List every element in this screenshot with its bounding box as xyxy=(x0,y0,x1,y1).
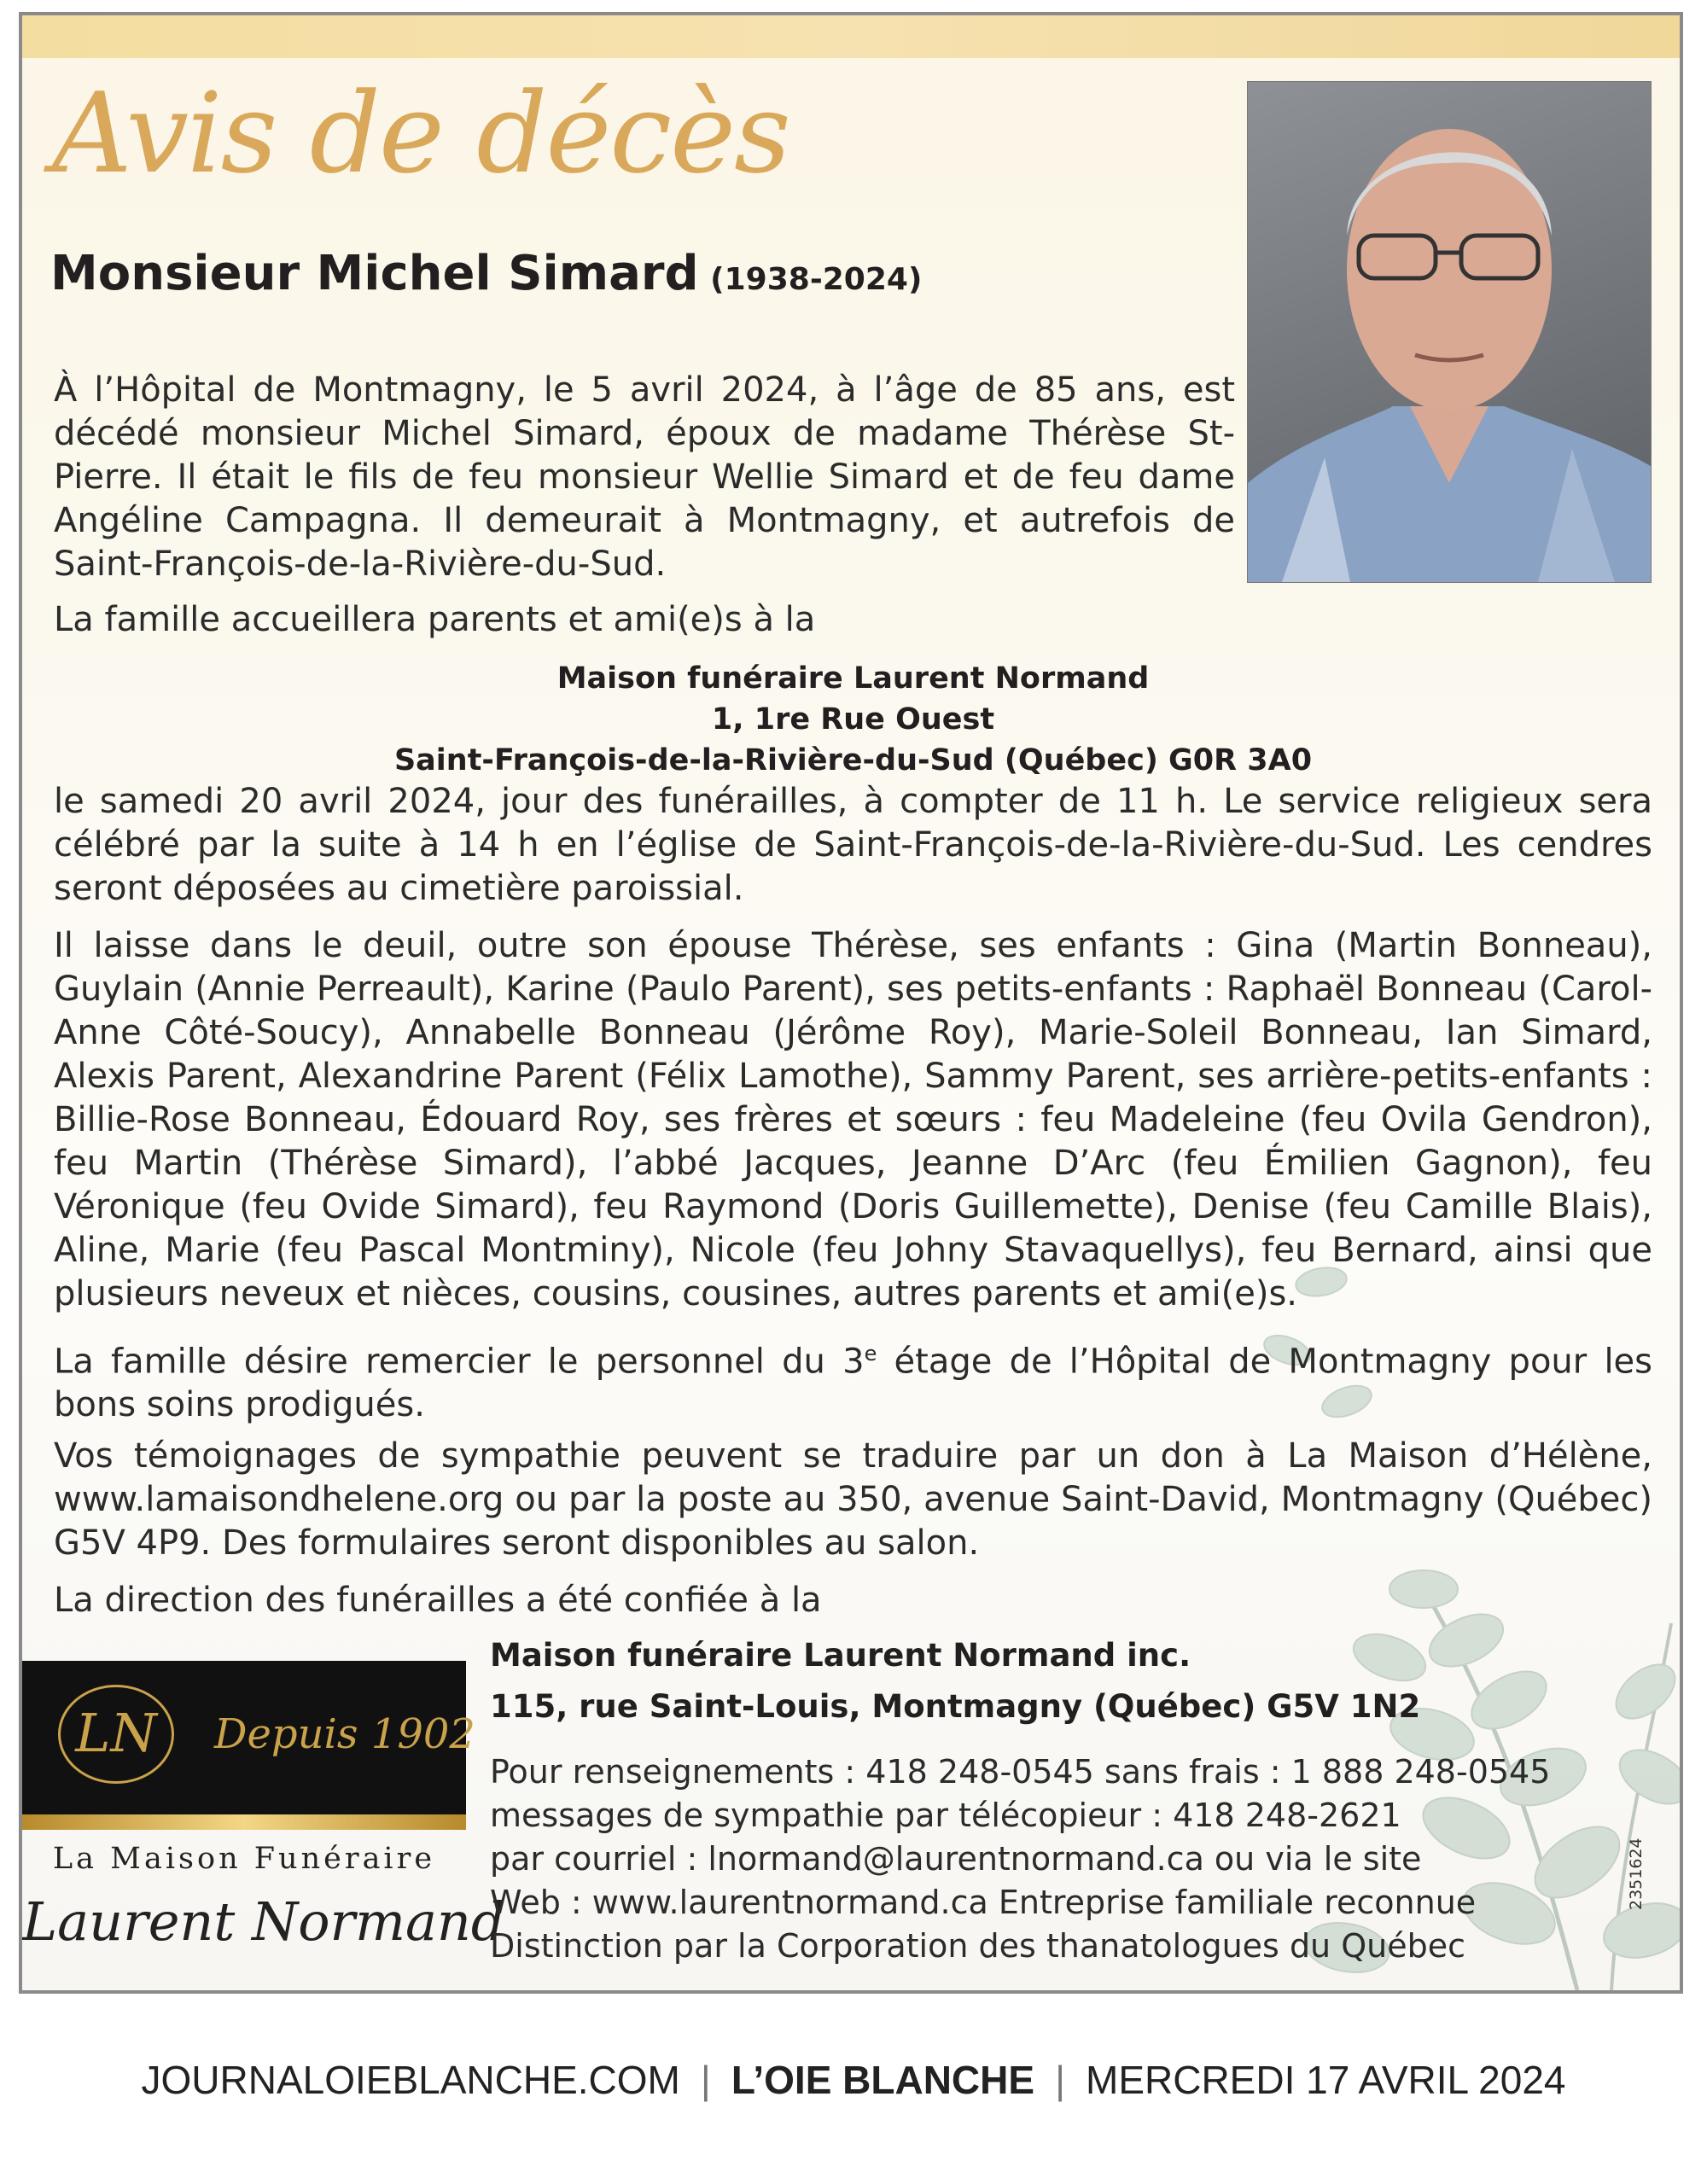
portrait-image xyxy=(1248,82,1651,582)
footer-separator-1: | xyxy=(700,2058,711,2102)
deceased-photo xyxy=(1248,82,1651,582)
funeral-home-fax: messages de sympathie par télécopieur : 418 248-2621 xyxy=(490,1797,1401,1834)
funeral-home-address: 115, rue Saint-Louis, Montmagny (Québec) G5V 1N2 xyxy=(490,1688,1421,1725)
funeral-home-distinction: Distinction par la Corporation des thanatologues du Québec xyxy=(490,1927,1465,1965)
funeral-home-web: Web : www.laurentnormand.ca Entreprise familiale reconnue xyxy=(490,1884,1477,1921)
paragraph-thanks: La famille désire remercier le personnel du 3e étage de l’Hôpital de Montmagny pour les bons soins prodigués. xyxy=(54,1342,1653,1425)
footer-separator-2: | xyxy=(1055,2058,1066,2102)
deceased-name-line xyxy=(50,246,922,301)
paragraph-reception-intro: La famille accueillera parents et ami(e)s à la xyxy=(54,600,816,639)
logo-house-label: La Maison Funéraire xyxy=(52,1842,436,1876)
footer-paper-name: L’OIE BLANCHE xyxy=(731,2058,1035,2102)
deceased-years: (1938-2024) xyxy=(710,262,923,297)
obituary-card xyxy=(19,12,1683,1994)
footer-date: MERCREDI 17 AVRIL 2024 xyxy=(1086,2058,1566,2102)
paragraph-death-notice: À l’Hôpital de Montmagny, le 5 avril 2024, à l’âge de 85 ans, est décédé monsieur Michel Simard, époux de madame Thérèse St-Pierre. Il était le fils de feu monsieur Wellie Simard et de feu dame Angéline Campagna. Il demeurait à Montmagny, et autrefois de Saint-François-de-la-Rivière-du-Sud. xyxy=(54,370,1235,584)
funeral-home-phone: Pour renseignements : 418 248-0545 sans frais : 1 888 248-0545 xyxy=(490,1753,1551,1791)
deceased-name: Monsieur Michel Simard xyxy=(50,246,699,301)
top-gold-band xyxy=(22,15,1680,58)
funeral-home-email: par courriel : lnormand@laurentnormand.ca ou via le site xyxy=(490,1840,1422,1878)
paragraph-donations: Vos témoignages de sympathie peuvent se traduire par un don à La Maison d’Hélène, www.lamaisondhelene.org ou par la poste au 350, avenue Saint-David, Montmagny (Québec) G5V 4P9. Des formulaires seront disponibles au salon. xyxy=(54,1436,1652,1563)
page-title: Avis de décès xyxy=(52,68,789,198)
visitation-address xyxy=(54,658,1652,781)
address-line-1: Maison funéraire Laurent Normand xyxy=(556,661,1150,696)
footer-site: JOURNALOIEBLANCHE.COM xyxy=(141,2058,680,2102)
newspaper-footer xyxy=(0,2057,1707,2103)
address-line-2: 1, 1re Rue Ouest xyxy=(711,702,995,737)
paragraph-direction: La direction des funérailles a été confiée à la xyxy=(54,1581,822,1620)
funeral-home-name: Maison funéraire Laurent Normand inc. xyxy=(490,1637,1191,1674)
logo-gold-bar xyxy=(22,1814,466,1830)
ad-number: 2351624 xyxy=(1627,1837,1646,1910)
paragraph-funeral-details: le samedi 20 avril 2024, jour des funérailles, à compter de 11 h. Le service religieux sera célébré par la suite à 14 h en l’église de Saint-François-de-la-Rivière-du-Sud. Les cendres seront déposées au cimetière paroissial. xyxy=(54,782,1652,908)
logo-since: Depuis 1902 xyxy=(214,1710,475,1758)
funeral-home-logo xyxy=(22,1661,475,1814)
ln-monogram-logo: LN xyxy=(58,1685,174,1784)
paragraph-survivors: Il laisse dans le deuil, outre son épouse Thérèse, ses enfants : Gina (Martin Bonneau), Guylain (Annie Perreault), Karine (Paulo Parent), ses petits-enfants : Raphaël Bonneau (Carol-Anne Côté-Soucy), Annabelle Bonneau (Jérôme Roy), Marie-Soleil Bonneau, Ian Simard, Alexis Parent, Alexandrine Parent (Félix Lamothe), Sammy Parent, ses arrière-petits-enfants : Billie-Rose Bonneau, Édouard Roy, ses frères et sœurs : feu Madeleine (feu Ovila Gendron), feu Martin (Thérèse Simard), l’abbé Jacques, Jeanne D’Arc (feu Émilien Gagnon), feu Véronique (feu Ovide Simard), feu Raymond (Doris Guillemette), Denise (feu Camille Blais), Aline, Marie (feu Pascal Montminy), Nicole (feu Johny Stavaquellys), feu Bernard, ainsi que plusieurs neveux et nièces, cousins, cousines, autres parents et ami(e)s. xyxy=(54,926,1652,1313)
logo-script-name: Laurent Normand xyxy=(22,1890,505,1953)
address-line-3: Saint-François-de-la-Rivière-du-Sud (Québec) G0R 3A0 xyxy=(393,743,1313,778)
